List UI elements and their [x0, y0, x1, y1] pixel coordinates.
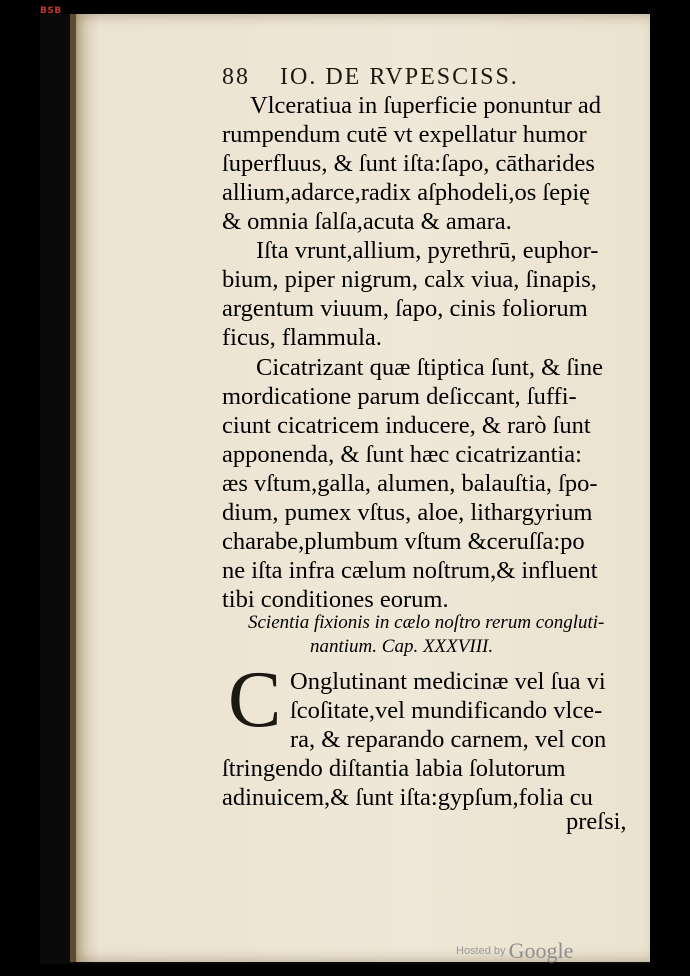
text-line: Iſta vrunt,allium, pyrethrū, euphor- [256, 237, 599, 264]
text-line: apponenda, & ſunt hæc cicatrizantia: [222, 441, 582, 468]
text-line: charabe,plumbum vſtum &ceruſſa:po [222, 528, 585, 555]
library-stamp: BSB [40, 6, 62, 16]
text-line: æs vſtum,galla, alumen, balauſtia, ſpo- [222, 470, 598, 497]
text-line: tibi conditiones eorum. [222, 586, 449, 613]
text-line: argentum viuum, ſapo, cinis foliorum [222, 295, 588, 322]
text-line: & omnia ſalſa,acuta & amara. [222, 208, 512, 235]
page-number: 88 [222, 64, 250, 90]
text-line: ſcoſitate,vel mundificando vlce- [290, 697, 603, 724]
text-line: ficus, flammula. [222, 324, 382, 351]
text-line: ra, & reparando carnem, vel con [290, 726, 607, 753]
text-line: adinuicem,& ſunt iſta:gypſum,folia cu [222, 784, 593, 811]
page-gutter-edge [70, 14, 76, 962]
text-line: mordicatione parum deſiccant, ſuffi- [222, 383, 577, 410]
google-logo: Google [508, 938, 574, 963]
text-line: Vlceratiua in ſuperficie ponuntur ad [250, 92, 602, 119]
text-line: ſuperfluus, & ſunt iſta:ſapo, cātharides [222, 150, 595, 177]
text-line: allium,adarce,radix aſphodeli,os ſepię [222, 179, 591, 206]
text-line: ſtringendo diſtantia labia ſolutorum [222, 755, 566, 782]
hosted-by-google-watermark [456, 938, 573, 964]
decorated-initial: C [228, 656, 282, 744]
text-line: Cicatrizant quæ ſtiptica ſunt, & ſine [256, 354, 604, 381]
chapter-caption-line: Scientia fixionis in cælo noſtro rerum congluti- [248, 612, 605, 633]
running-header [222, 64, 519, 91]
text-line: bium, piper nigrum, calx viua, ſinapis, [222, 266, 597, 293]
text-line: rumpendum cutē vt expellatur humor [222, 121, 587, 148]
hosted-by-label: Hosted by [456, 944, 506, 957]
chapter-caption-line: nantium. Cap. XXXVIII. [310, 636, 494, 657]
running-title: IO. DE RVPESCISS. [280, 64, 519, 90]
text-line: ciunt cicatricem inducere, & rarò ſunt [222, 412, 591, 439]
catchword: preſsi, [566, 808, 627, 835]
text-line: ne iſta infra cælum noſtrum,& influent [222, 557, 598, 584]
text-line: Onglutinant medicinæ vel ſua vi [290, 668, 606, 695]
text-line: dium, pumex vſtus, aloe, lithargyrium [222, 499, 593, 526]
